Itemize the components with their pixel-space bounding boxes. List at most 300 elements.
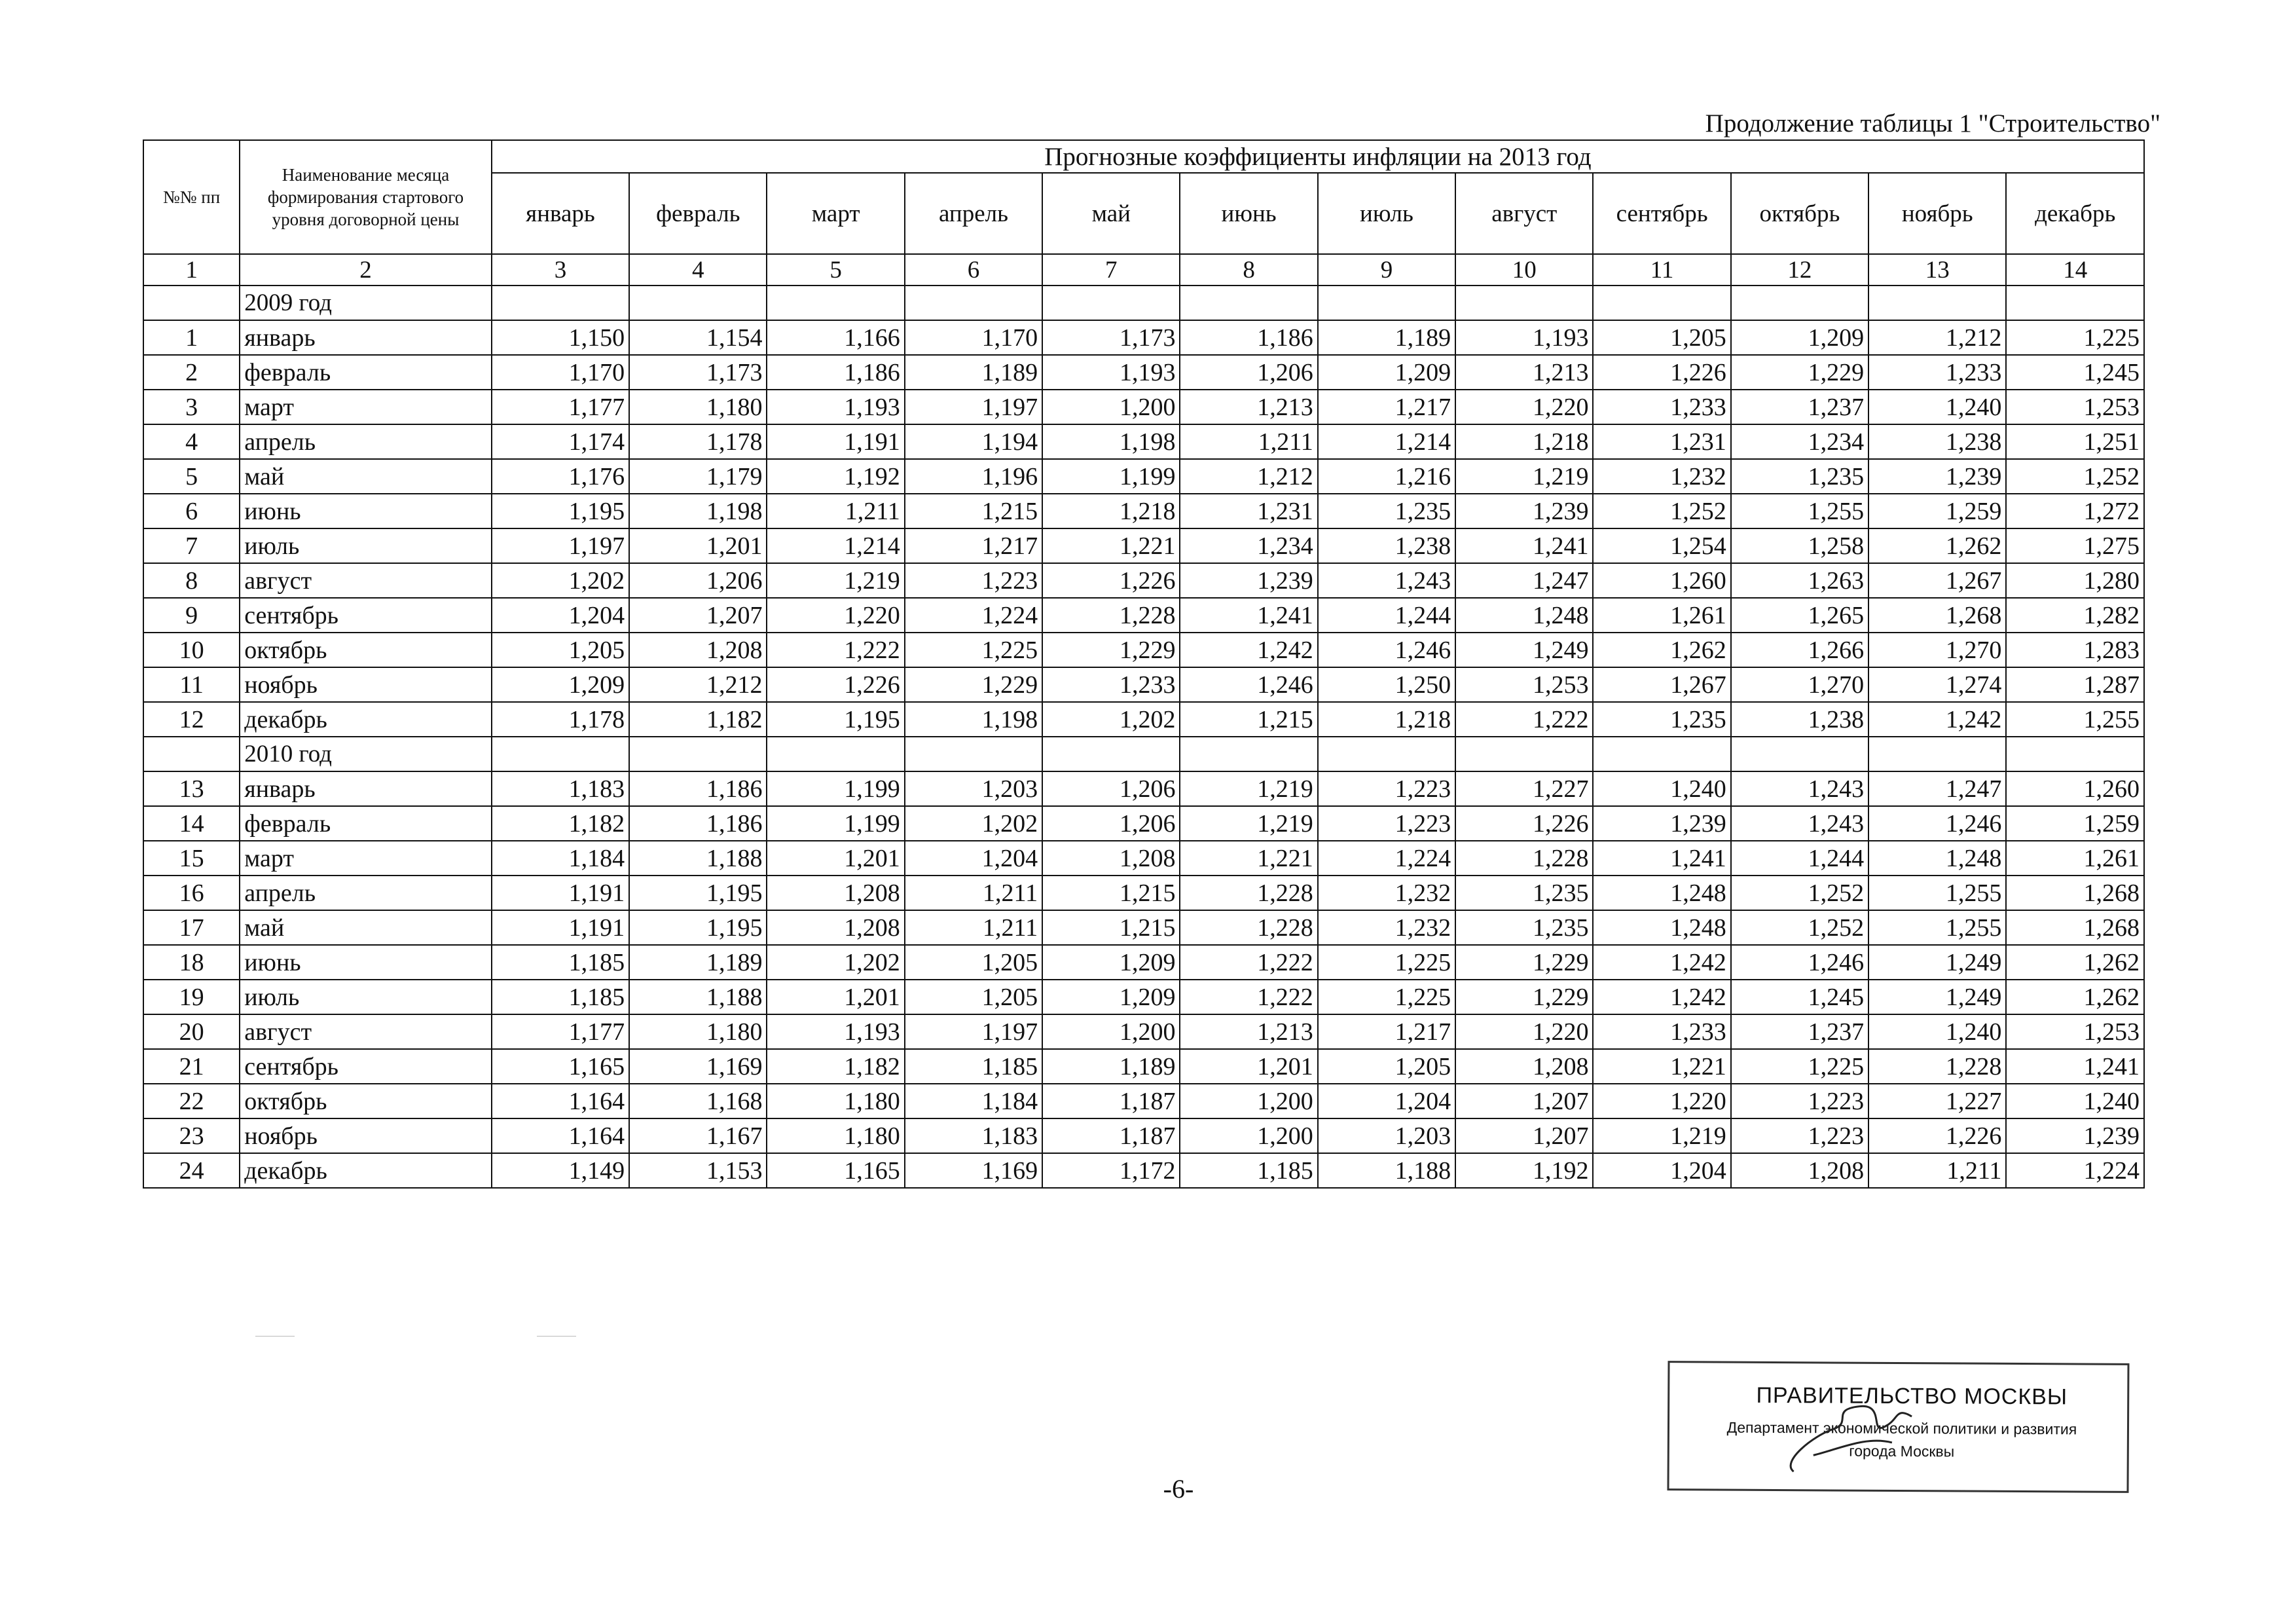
column-number-cell: 13	[1868, 254, 2006, 286]
coefficient-cell: 1,193	[767, 1014, 904, 1049]
coefficient-cell: 1,217	[1318, 1014, 1455, 1049]
coefficient-cell: 1,226	[1868, 1118, 2006, 1153]
coefficient-cell: 1,194	[905, 424, 1042, 459]
empty-cell	[905, 737, 1042, 771]
table-row	[143, 945, 2144, 980]
row-number: 11	[143, 667, 240, 702]
coefficient-cell: 1,205	[905, 980, 1042, 1014]
coefficient-cell: 1,262	[1868, 528, 2006, 563]
coefficient-cell: 1,214	[767, 528, 904, 563]
coefficient-cell: 1,232	[1593, 459, 1730, 494]
coefficient-cell: 1,222	[767, 633, 904, 667]
coefficient-cell: 1,247	[1868, 771, 2006, 806]
coefficient-cell: 1,242	[1593, 980, 1730, 1014]
coefficient-cell: 1,220	[767, 598, 904, 633]
coefficient-cell: 1,217	[905, 528, 1042, 563]
coefficient-cell: 1,206	[1180, 355, 1317, 390]
coefficient-cell: 1,270	[1868, 633, 2006, 667]
coefficient-cell: 1,200	[1180, 1084, 1317, 1118]
month-header-cell: апрель	[905, 173, 1042, 254]
coefficient-cell: 1,174	[492, 424, 629, 459]
coefficient-cell: 1,226	[767, 667, 904, 702]
row-month-name: ноябрь	[240, 667, 492, 702]
coefficient-cell: 1,173	[629, 355, 767, 390]
coefficient-cell: 1,168	[629, 1084, 767, 1118]
coefficient-cell: 1,221	[1042, 528, 1180, 563]
row-number: 4	[143, 424, 240, 459]
year-label: 2010 год	[240, 737, 492, 771]
coefficient-cell: 1,150	[492, 320, 629, 355]
row-month-name: июль	[240, 528, 492, 563]
page-number: -6-	[1163, 1474, 1194, 1504]
coefficient-cell: 1,235	[1455, 910, 1593, 945]
coefficient-cell: 1,173	[1042, 320, 1180, 355]
stamp-line-2: Департамент экономической политики и развития	[1726, 1418, 2077, 1438]
coefficient-cell: 1,200	[1180, 1118, 1317, 1153]
row-month-name: апрель	[240, 876, 492, 910]
coefficient-cell: 1,164	[492, 1118, 629, 1153]
coefficient-cell: 1,258	[1731, 528, 1868, 563]
coefficient-cell: 1,241	[1593, 841, 1730, 876]
coefficient-cell: 1,183	[905, 1118, 1042, 1153]
coefficient-cell: 1,254	[1593, 528, 1730, 563]
coefficient-cell: 1,255	[2006, 702, 2144, 737]
coefficient-cell: 1,252	[1731, 876, 1868, 910]
coefficient-cell: 1,203	[905, 771, 1042, 806]
coefficient-cell: 1,247	[1455, 563, 1593, 598]
coefficient-cell: 1,198	[629, 494, 767, 528]
row-number: 8	[143, 563, 240, 598]
coefficient-cell: 1,187	[1042, 1084, 1180, 1118]
coefficient-cell: 1,246	[1731, 945, 1868, 980]
coefficient-cell: 1,225	[1731, 1049, 1868, 1084]
table-row	[143, 806, 2144, 841]
empty-cell	[1868, 737, 2006, 771]
row-month-name: декабрь	[240, 1153, 492, 1188]
coefficient-cell: 1,237	[1731, 390, 1868, 424]
coefficient-cell: 1,189	[1042, 1049, 1180, 1084]
coefficient-cell: 1,180	[767, 1118, 904, 1153]
coefficient-cell: 1,242	[1593, 945, 1730, 980]
coefficient-cell: 1,215	[1180, 702, 1317, 737]
row-number: 16	[143, 876, 240, 910]
table-row	[143, 459, 2144, 494]
coefficient-cell: 1,154	[629, 320, 767, 355]
coefficient-cell: 1,235	[1731, 459, 1868, 494]
coefficient-cell: 1,200	[1042, 390, 1180, 424]
table-row	[143, 1084, 2144, 1118]
coefficient-cell: 1,201	[1180, 1049, 1317, 1084]
coefficient-cell: 1,243	[1731, 806, 1868, 841]
coefficient-cell: 1,234	[1180, 528, 1317, 563]
coefficient-cell: 1,201	[629, 528, 767, 563]
coefficient-cell: 1,229	[905, 667, 1042, 702]
coefficient-cell: 1,209	[1042, 945, 1180, 980]
coefficient-cell: 1,211	[767, 494, 904, 528]
coefficient-cell: 1,222	[1180, 980, 1317, 1014]
coefficient-cell: 1,268	[1868, 598, 2006, 633]
coefficient-cell: 1,165	[492, 1049, 629, 1084]
coefficient-cell: 1,239	[1455, 494, 1593, 528]
coefficient-cell: 1,252	[1593, 494, 1730, 528]
coefficient-cell: 1,198	[1042, 424, 1180, 459]
coefficient-cell: 1,193	[767, 390, 904, 424]
coefficient-cell: 1,255	[1731, 494, 1868, 528]
empty-cell	[1318, 737, 1455, 771]
coefficient-cell: 1,239	[2006, 1118, 2144, 1153]
table-row	[143, 910, 2144, 945]
coefficient-cell: 1,241	[2006, 1049, 2144, 1084]
empty-cell	[1042, 737, 1180, 771]
coefficient-cell: 1,242	[1180, 633, 1317, 667]
coefficient-cell: 1,252	[2006, 459, 2144, 494]
coefficient-cell: 1,221	[1593, 1049, 1730, 1084]
coefficient-cell: 1,202	[492, 563, 629, 598]
coefficient-cell: 1,199	[767, 771, 904, 806]
coefficient-cell: 1,235	[1593, 702, 1730, 737]
coefficient-cell: 1,205	[905, 945, 1042, 980]
coefficient-cell: 1,165	[767, 1153, 904, 1188]
empty-cell	[1731, 286, 1868, 320]
coefficient-cell: 1,192	[1455, 1153, 1593, 1188]
coefficient-cell: 1,180	[629, 390, 767, 424]
coefficient-cell: 1,274	[1868, 667, 2006, 702]
scan-artifact	[537, 1336, 576, 1337]
empty-cell	[629, 286, 767, 320]
column-number-cell: 7	[1042, 254, 1180, 286]
row-number: 15	[143, 841, 240, 876]
row-number: 19	[143, 980, 240, 1014]
coefficient-cell: 1,204	[1318, 1084, 1455, 1118]
coefficient-cell: 1,149	[492, 1153, 629, 1188]
month-header-cell: август	[1455, 173, 1593, 254]
coefficient-cell: 1,189	[1318, 320, 1455, 355]
column-number-row	[143, 254, 2144, 286]
coefficient-cell: 1,223	[1731, 1084, 1868, 1118]
coefficient-cell: 1,187	[1042, 1118, 1180, 1153]
row-month-name: апрель	[240, 424, 492, 459]
coefficient-cell: 1,228	[1180, 910, 1317, 945]
table-row	[143, 563, 2144, 598]
row-number: 7	[143, 528, 240, 563]
coefficient-cell: 1,248	[1593, 876, 1730, 910]
coefficient-cell: 1,197	[905, 1014, 1042, 1049]
coefficient-cell: 1,229	[1042, 633, 1180, 667]
coefficient-cell: 1,222	[1455, 702, 1593, 737]
coefficient-cell: 1,233	[1593, 390, 1730, 424]
coefficient-cell: 1,193	[1455, 320, 1593, 355]
coefficient-cell: 1,272	[2006, 494, 2144, 528]
coefficient-cell: 1,208	[767, 910, 904, 945]
coefficient-cell: 1,215	[905, 494, 1042, 528]
row-month-name: июль	[240, 980, 492, 1014]
coefficient-cell: 1,182	[492, 806, 629, 841]
empty-cell	[1180, 286, 1317, 320]
coefficient-cell: 1,195	[629, 876, 767, 910]
empty-cell	[1455, 737, 1593, 771]
coefficient-cell: 1,203	[1318, 1118, 1455, 1153]
coefficient-cell: 1,244	[1731, 841, 1868, 876]
table-row	[143, 355, 2144, 390]
coefficient-cell: 1,200	[1042, 1014, 1180, 1049]
coefficient-cell: 1,195	[492, 494, 629, 528]
coefficient-cell: 1,186	[629, 771, 767, 806]
coefficient-cell: 1,153	[629, 1153, 767, 1188]
empty-cell	[1455, 286, 1593, 320]
coefficient-cell: 1,213	[1180, 390, 1317, 424]
coefficient-cell: 1,219	[767, 563, 904, 598]
coefficient-cell: 1,223	[1318, 806, 1455, 841]
coefficient-cell: 1,267	[1868, 563, 2006, 598]
coefficient-cell: 1,169	[905, 1153, 1042, 1188]
coefficient-cell: 1,196	[905, 459, 1042, 494]
coefficient-cell: 1,202	[767, 945, 904, 980]
coefficient-cell: 1,232	[1318, 876, 1455, 910]
table-row	[143, 1118, 2144, 1153]
coefficient-cell: 1,207	[1455, 1118, 1593, 1153]
coefficient-cell: 1,215	[1042, 876, 1180, 910]
month-header-cell: март	[767, 173, 904, 254]
coefficient-cell: 1,178	[629, 424, 767, 459]
coefficient-cell: 1,209	[492, 667, 629, 702]
row-month-name: май	[240, 910, 492, 945]
coefficient-cell: 1,172	[1042, 1153, 1180, 1188]
coefficient-cell: 1,208	[1731, 1153, 1868, 1188]
coefficient-cell: 1,231	[1593, 424, 1730, 459]
coefficient-cell: 1,287	[2006, 667, 2144, 702]
row-month-name: октябрь	[240, 633, 492, 667]
coefficient-cell: 1,209	[1731, 320, 1868, 355]
row-number: 22	[143, 1084, 240, 1118]
table-row	[143, 633, 2144, 667]
coefficient-cell: 1,205	[492, 633, 629, 667]
empty-cell	[905, 286, 1042, 320]
coefficient-cell: 1,184	[492, 841, 629, 876]
coefficient-cell: 1,219	[1593, 1118, 1730, 1153]
coefficient-cell: 1,246	[1868, 806, 2006, 841]
coefficient-cell: 1,167	[629, 1118, 767, 1153]
column-number-cell: 2	[240, 254, 492, 286]
coefficient-cell: 1,224	[1318, 841, 1455, 876]
coefficient-cell: 1,242	[1868, 702, 2006, 737]
coefficient-cell: 1,185	[492, 980, 629, 1014]
coefficient-cell: 1,221	[1180, 841, 1317, 876]
column-number-cell: 12	[1731, 254, 1868, 286]
month-header-cell: ноябрь	[1868, 173, 2006, 254]
coefficient-cell: 1,212	[1180, 459, 1317, 494]
coefficient-cell: 1,229	[1731, 355, 1868, 390]
row-number: 21	[143, 1049, 240, 1084]
coefficient-cell: 1,243	[1318, 563, 1455, 598]
coefficient-cell: 1,240	[2006, 1084, 2144, 1118]
coefficient-cell: 1,250	[1318, 667, 1455, 702]
coefficient-cell: 1,225	[1318, 980, 1455, 1014]
coefficient-cell: 1,239	[1593, 806, 1730, 841]
coefficient-cell: 1,260	[1593, 563, 1730, 598]
coefficient-cell: 1,208	[1042, 841, 1180, 876]
coefficient-cell: 1,219	[1180, 771, 1317, 806]
coefficient-cell: 1,185	[905, 1049, 1042, 1084]
coefficient-cell: 1,170	[905, 320, 1042, 355]
coefficient-cell: 1,262	[2006, 980, 2144, 1014]
column-number-cell: 4	[629, 254, 767, 286]
coefficient-cell: 1,262	[1593, 633, 1730, 667]
table-row	[143, 1014, 2144, 1049]
coefficient-cell: 1,206	[629, 563, 767, 598]
row-number: 12	[143, 702, 240, 737]
coefficient-cell: 1,209	[1042, 980, 1180, 1014]
coefficient-cell: 1,186	[767, 355, 904, 390]
row-number: 9	[143, 598, 240, 633]
table-row	[143, 980, 2144, 1014]
row-number: 13	[143, 771, 240, 806]
coefficient-cell: 1,206	[1042, 806, 1180, 841]
official-stamp	[1667, 1361, 2129, 1493]
coefficient-cell: 1,226	[1455, 806, 1593, 841]
empty-cell	[1593, 737, 1730, 771]
empty-cell	[2006, 737, 2144, 771]
row-month-name: сентябрь	[240, 1049, 492, 1084]
coefficient-cell: 1,207	[629, 598, 767, 633]
coefficient-cell: 1,220	[1455, 390, 1593, 424]
coefficient-cell: 1,182	[629, 702, 767, 737]
row-month-name: июнь	[240, 945, 492, 980]
coefficient-cell: 1,178	[492, 702, 629, 737]
coefficient-cell: 1,211	[1868, 1153, 2006, 1188]
coefficient-cell: 1,204	[905, 841, 1042, 876]
empty-cell	[143, 286, 240, 320]
coefficient-cell: 1,216	[1318, 459, 1455, 494]
table-row	[143, 320, 2144, 355]
coefficient-cell: 1,188	[629, 980, 767, 1014]
coefficient-cell: 1,261	[1593, 598, 1730, 633]
coefficient-cell: 1,259	[2006, 806, 2144, 841]
coefficient-cell: 1,282	[2006, 598, 2144, 633]
coefficient-cell: 1,197	[905, 390, 1042, 424]
coefficient-cell: 1,249	[1868, 980, 2006, 1014]
coefficient-cell: 1,207	[1455, 1084, 1593, 1118]
table-row	[143, 876, 2144, 910]
row-month-name: март	[240, 390, 492, 424]
coefficient-cell: 1,248	[1593, 910, 1730, 945]
row-month-name: ноябрь	[240, 1118, 492, 1153]
empty-cell	[767, 286, 904, 320]
coefficient-cell: 1,199	[1042, 459, 1180, 494]
coefficient-cell: 1,208	[767, 876, 904, 910]
coefficient-cell: 1,261	[2006, 841, 2144, 876]
coefficient-cell: 1,280	[2006, 563, 2144, 598]
month-header-cell: июнь	[1180, 173, 1317, 254]
row-month-name: октябрь	[240, 1084, 492, 1118]
coefficient-cell: 1,223	[1318, 771, 1455, 806]
coefficient-cell: 1,201	[767, 841, 904, 876]
coefficient-cell: 1,234	[1731, 424, 1868, 459]
coefficient-cell: 1,218	[1042, 494, 1180, 528]
coefficient-cell: 1,238	[1731, 702, 1868, 737]
coefficient-cell: 1,212	[629, 667, 767, 702]
coefficient-cell: 1,249	[1868, 945, 2006, 980]
coefficient-cell: 1,191	[492, 876, 629, 910]
coefficient-cell: 1,222	[1180, 945, 1317, 980]
coefficient-cell: 1,235	[1318, 494, 1455, 528]
column-number-cell: 8	[1180, 254, 1317, 286]
row-month-name: август	[240, 563, 492, 598]
coefficient-cell: 1,208	[1455, 1049, 1593, 1084]
month-header-cell: декабрь	[2006, 173, 2144, 254]
row-number: 17	[143, 910, 240, 945]
row-number: 18	[143, 945, 240, 980]
coefficient-cell: 1,218	[1318, 702, 1455, 737]
month-header-cell: октябрь	[1731, 173, 1868, 254]
coefficient-cell: 1,268	[2006, 910, 2144, 945]
table-row	[143, 494, 2144, 528]
empty-cell	[1868, 286, 2006, 320]
coefficient-cell: 1,183	[492, 771, 629, 806]
coefficient-cell: 1,238	[1868, 424, 2006, 459]
column-number-cell: 6	[905, 254, 1042, 286]
row-month-name: июнь	[240, 494, 492, 528]
coefficient-cell: 1,265	[1731, 598, 1868, 633]
row-month-name: февраль	[240, 806, 492, 841]
coefficient-cell: 1,224	[905, 598, 1042, 633]
coefficient-cell: 1,228	[1868, 1049, 2006, 1084]
coefficient-cell: 1,211	[905, 910, 1042, 945]
coefficient-cell: 1,184	[905, 1084, 1042, 1118]
coefficient-cell: 1,191	[492, 910, 629, 945]
month-header-cell: январь	[492, 173, 629, 254]
group-header-coefficients: Прогнозные коэффициенты инфляции на 2013 год	[492, 140, 2144, 173]
coefficient-cell: 1,180	[767, 1084, 904, 1118]
coefficient-cell: 1,259	[1868, 494, 2006, 528]
coefficient-cell: 1,185	[492, 945, 629, 980]
empty-cell	[1042, 286, 1180, 320]
coefficient-cell: 1,214	[1318, 424, 1455, 459]
row-month-name: март	[240, 841, 492, 876]
coefficient-cell: 1,180	[629, 1014, 767, 1049]
empty-cell	[1180, 737, 1317, 771]
coefficient-cell: 1,170	[492, 355, 629, 390]
row-number: 3	[143, 390, 240, 424]
row-month-name: декабрь	[240, 702, 492, 737]
column-number-cell: 1	[143, 254, 240, 286]
coefficient-cell: 1,189	[629, 945, 767, 980]
row-number: 5	[143, 459, 240, 494]
row-month-name: февраль	[240, 355, 492, 390]
coefficient-cell: 1,232	[1318, 910, 1455, 945]
coefficient-cell: 1,251	[2006, 424, 2144, 459]
coefficient-cell: 1,211	[905, 876, 1042, 910]
coefficient-cell: 1,193	[1042, 355, 1180, 390]
coefficient-cell: 1,225	[905, 633, 1042, 667]
coefficient-cell: 1,205	[1593, 320, 1730, 355]
coefficient-cell: 1,233	[1042, 667, 1180, 702]
coefficient-cell: 1,164	[492, 1084, 629, 1118]
empty-cell	[1593, 286, 1730, 320]
coefficient-cell: 1,246	[1318, 633, 1455, 667]
month-header-cell: июль	[1318, 173, 1455, 254]
coefficient-cell: 1,239	[1180, 563, 1317, 598]
coefficient-cell: 1,253	[2006, 1014, 2144, 1049]
table-row	[143, 424, 2144, 459]
coefficient-cell: 1,235	[1455, 876, 1593, 910]
table-row	[143, 390, 2144, 424]
coefficient-cell: 1,248	[1455, 598, 1593, 633]
month-header-cell: май	[1042, 173, 1180, 254]
coefficient-cell: 1,213	[1180, 1014, 1317, 1049]
coefficient-cell: 1,195	[767, 702, 904, 737]
coefficient-cell: 1,225	[1318, 945, 1455, 980]
coefficient-cell: 1,185	[1180, 1153, 1317, 1188]
